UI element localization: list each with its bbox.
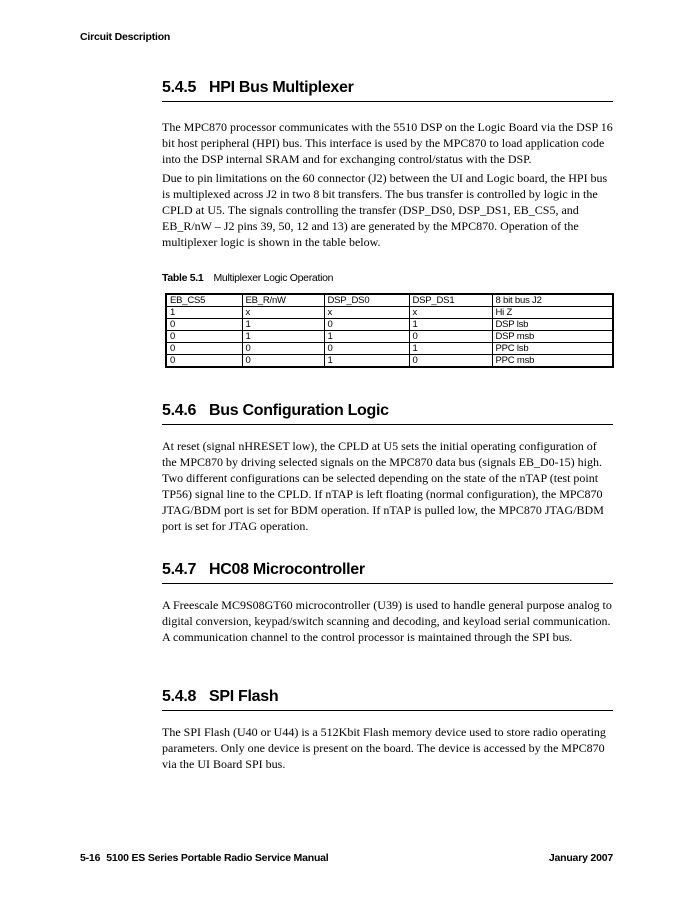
table-cell: x <box>242 307 324 319</box>
section-heading-hc08-microcontroller <box>162 561 613 584</box>
section-number: 5.4.7 <box>162 561 197 578</box>
table-header-row <box>166 294 613 307</box>
table-caption-label: Table 5.1 <box>162 272 204 284</box>
section-title: SPI Flash <box>209 688 279 705</box>
table-cell: 1 <box>242 319 324 331</box>
section-title: HPI Bus Multiplexer <box>209 79 354 96</box>
table-cell: 1 <box>409 319 492 331</box>
table-cell: 1 <box>324 331 409 343</box>
table-cell: x <box>324 307 409 319</box>
page-number: 5-16 <box>80 852 101 864</box>
table-cell: 1 <box>409 343 492 355</box>
table-cell: 0 <box>324 319 409 331</box>
table-row <box>166 343 613 355</box>
section-title: HC08 Microcontroller <box>209 561 365 578</box>
table-row <box>166 331 613 343</box>
table-header-cell: DSP_DS1 <box>409 294 492 307</box>
table-caption-text: Multiplexer Logic Operation <box>213 272 334 284</box>
multiplexer-logic-table <box>165 293 614 368</box>
section-number: 5.4.8 <box>162 688 197 705</box>
table-header-cell: DSP_DS0 <box>324 294 409 307</box>
table-cell: 0 <box>166 343 242 355</box>
section-heading-hpi-bus-multiplexer <box>162 79 613 102</box>
table-header-cell: EB_CS5 <box>166 294 242 307</box>
section-number: 5.4.6 <box>162 402 197 419</box>
section-heading-bus-configuration-logic <box>162 402 613 425</box>
footer-date: January 2007 <box>548 852 613 864</box>
footer-left <box>80 852 329 864</box>
table-cell: Hi Z <box>492 307 613 319</box>
manual-title: 5100 ES Series Portable Radio Service Manual <box>106 852 329 864</box>
section-title: Bus Configuration Logic <box>209 402 389 419</box>
paragraph: The SPI Flash (U40 or U44) is a 512Kbit Flash memory device used to store radio operating parameters. Only one device is present on the board. The device is accessed by the MPC870 via the UI Board SPI bus. <box>162 725 606 771</box>
table-row <box>166 355 613 368</box>
table-row <box>166 319 613 331</box>
paragraph: A Freescale MC9S08GT60 microcontroller (U39) is used to handle general purpose analog to digital conversion, keypad/switch scanning and decoding, and keyload serial communication. A communication channel to the control processor is maintained through the SPI bus. <box>162 598 612 644</box>
paragraph: The MPC870 processor communicates with the 5510 DSP on the Logic Board via the DSP 16 bit host peripheral (HPI) bus. This interface is used by the MPC870 to load application code into the DSP internal SRAM and for exchanging control/status with the DSP. <box>162 120 613 166</box>
section-number: 5.4.5 <box>162 79 197 96</box>
table-cell: 0 <box>166 331 242 343</box>
table-cell: 1 <box>242 331 324 343</box>
table-cell: 0 <box>242 343 324 355</box>
table-cell: DSP msb <box>492 331 613 343</box>
table-cell: DSP lsb <box>492 319 613 331</box>
table-header-cell: EB_R/nW <box>242 294 324 307</box>
table-cell: x <box>409 307 492 319</box>
table-cell: 0 <box>324 343 409 355</box>
table-caption <box>162 272 333 284</box>
table-cell: PPC msb <box>492 355 613 368</box>
table-header-cell: 8 bit bus J2 <box>492 294 613 307</box>
table-cell: PPC lsb <box>492 343 613 355</box>
table-row <box>166 307 613 319</box>
running-header: Circuit Description <box>80 31 171 43</box>
table-cell: 0 <box>166 355 242 368</box>
paragraph: At reset (signal nHRESET low), the CPLD at U5 sets the initial operating configuration of the MPC870 by driving selected signals on the MPC870 data bus (signals EB_D0-15) high. Two different configurations can be selected depending on the state of the nTAP (test point TP56) signal line to the CPLD. If nTAP is left floating (normal configuration), the MPC870 JTAG/BDM port is set for BDM operation. If nTAP is pulled low, the MPC870 JTAG/BDM port is set for JTAG operation. <box>162 439 604 533</box>
table-cell: 0 <box>409 355 492 368</box>
table-cell: 0 <box>409 331 492 343</box>
table-cell: 1 <box>324 355 409 368</box>
table-cell: 0 <box>242 355 324 368</box>
table-cell: 1 <box>166 307 242 319</box>
paragraph: Due to pin limitations on the 60 connector (J2) between the UI and Logic board, the HPI bus is multiplexed across J2 in two 8 bit transfers. The bus transfer is controlled by logic in the CPLD at U5. The signals controlling the transfer (DSP_DS0, DSP_DS1, EB_CS5, and EB_R/nW – J2 pins 39, 50, 12 and 13) are generated by the MPC870. Operation of the multiplexer logic is shown in the table below. <box>162 171 608 249</box>
section-heading-spi-flash <box>162 688 613 711</box>
table-cell: 0 <box>166 319 242 331</box>
